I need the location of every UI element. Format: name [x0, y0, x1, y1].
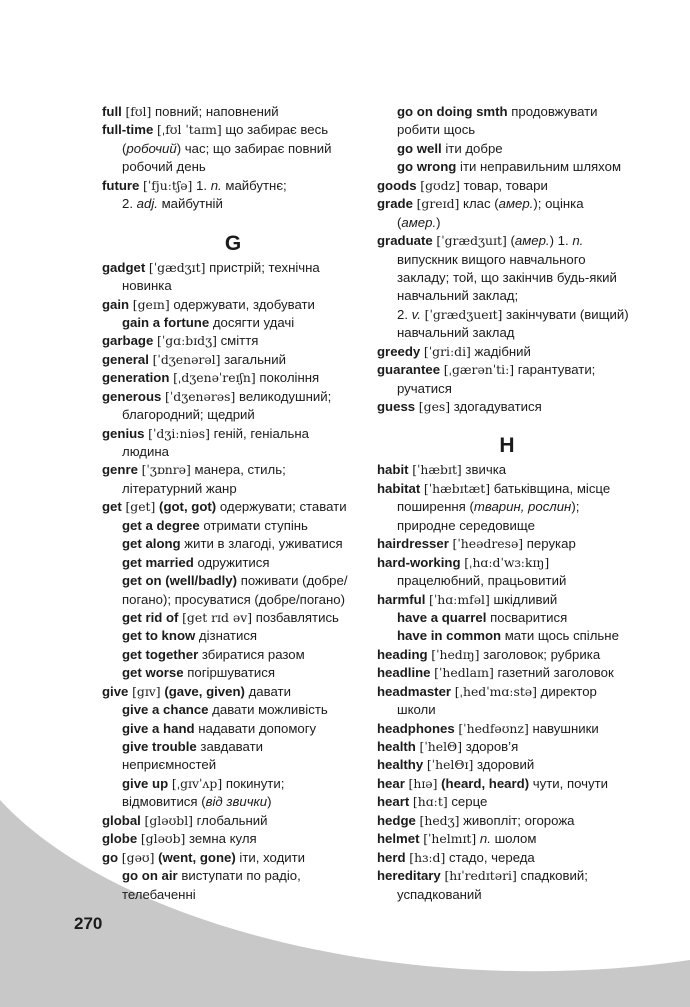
entry-continuation [377, 517, 637, 535]
transcription: [ˈhedɪŋ] [431, 646, 480, 662]
phrase: get together [122, 646, 199, 662]
transcription: [ˈhelΘɪ] [426, 757, 474, 773]
headword: health [377, 739, 416, 754]
entry-continuation [102, 867, 364, 885]
entry-continuation [102, 480, 364, 498]
italic-note: n. [479, 831, 491, 847]
phrase: (heard, heard) [441, 775, 530, 791]
entry-continuation [377, 158, 637, 176]
headword: heart [377, 794, 410, 810]
headword: headmaster [377, 683, 452, 699]
headword: helmet [377, 831, 420, 847]
transcription: [ˈdʒiːniəs] [148, 425, 210, 441]
italic-note: v. [411, 306, 421, 322]
entry-continuation [102, 591, 364, 609]
entry-continuation [102, 775, 364, 793]
headword: genius [102, 425, 145, 441]
transcription: [hɜːd] [409, 849, 446, 865]
dictionary-entry [377, 812, 637, 830]
transcription: [gəʊ] [121, 849, 155, 865]
definition-text: благородний; щедрий [122, 407, 255, 423]
dictionary-entry [102, 849, 364, 867]
definition-text: іти, ходити [235, 849, 306, 865]
transcription: [ˌhedˈmɑːstə] [454, 683, 537, 699]
entry-continuation [102, 627, 364, 645]
transcription: [gləʊb] [140, 831, 186, 847]
transcription: [ˈhelΘ] [419, 739, 463, 754]
definition-text: надавати допомогу [194, 720, 317, 736]
transcription: [ˌdʒenəˈreɪʃn] [173, 370, 256, 386]
headword: habit [377, 462, 409, 478]
headword: hard-working [377, 554, 461, 570]
transcription: [ˈhæbɪt] [412, 462, 462, 478]
definition-text: дізнатися [195, 628, 258, 644]
italic-note: adj. [136, 196, 158, 212]
entry-continuation [102, 738, 364, 756]
definition-text: великодушний; [235, 388, 332, 404]
definition-text: директор [536, 683, 597, 699]
transcription: [ˌgɪvˈʌp] [171, 775, 223, 791]
phrase: (went, gone) [158, 849, 236, 865]
headword: hereditary [377, 868, 441, 884]
definition-text: збиратися разом [198, 646, 305, 662]
phrase: get to know [122, 628, 196, 644]
definition-text: іти добре [441, 140, 503, 156]
italic-note: тварин, рослин [473, 499, 572, 515]
headword: future [102, 177, 140, 193]
dictionary-entry [377, 683, 637, 701]
definition-text: 2. [397, 306, 412, 322]
transcription: [ˈheədresə] [452, 536, 524, 552]
definition-text: чути, почути [529, 775, 609, 791]
dictionary-entry [102, 177, 364, 195]
definition-text: спадковий; [516, 868, 588, 884]
transcription: [fʊl] [125, 104, 152, 119]
entry-continuation [102, 609, 364, 627]
phrase: get on (well/badly) [122, 573, 238, 589]
definition-text: поживати (добре/ [237, 573, 348, 589]
page-number: 270 [74, 914, 103, 933]
transcription: [hedʒ] [419, 812, 460, 828]
transcription: [get] [125, 499, 156, 515]
headword: habitat [377, 480, 421, 496]
definition-text: телебаченні [122, 886, 196, 902]
entry-continuation [377, 140, 637, 158]
entry-continuation [377, 103, 637, 121]
dictionary-entry [377, 480, 637, 498]
headword: full [102, 104, 122, 119]
definition-text: загальний [220, 351, 286, 367]
phrase: (gave, given) [164, 683, 245, 699]
definition-text: працелюбний, працьовитий [397, 573, 567, 589]
entry-continuation [377, 701, 637, 719]
definition-text: природне середовище [397, 517, 535, 533]
phrase: give up [122, 775, 169, 791]
headword: guess [377, 399, 416, 414]
transcription: [ˈdʒenərəl] [152, 351, 221, 367]
entry-continuation [102, 277, 364, 295]
dictionary-entry [102, 498, 364, 516]
entry-continuation [377, 609, 637, 627]
definition-text: жадібний [470, 343, 531, 359]
headword: grade [377, 196, 413, 212]
dictionary-column-left [102, 103, 364, 904]
headword: globe [102, 831, 138, 847]
definition-text: погіршуватися [183, 665, 275, 681]
definition-text: манера, стиль; [190, 462, 286, 478]
definition-text: позбавлятись [252, 609, 339, 625]
entry-continuation [102, 701, 364, 719]
dictionary-entry [377, 867, 637, 885]
headword: general [102, 351, 149, 367]
dictionary-entry [377, 720, 637, 738]
transcription: [ˈhedfəʊnz] [458, 720, 529, 736]
entry-continuation [102, 314, 364, 332]
headword: harmful [377, 591, 426, 607]
dictionary-entry [102, 812, 364, 830]
definition-text: здогадуватися [450, 399, 542, 414]
phrase: have in common [397, 628, 502, 644]
transcription: [gɪv] [132, 683, 161, 699]
definition-text: ( [397, 214, 402, 230]
entry-continuation [102, 646, 364, 664]
definition-text: закладу; той, що закінчив будь-який [397, 269, 617, 285]
definition-text: погано); просуватися (добре/погано) [122, 591, 346, 607]
transcription: [geɪn] [132, 296, 170, 312]
definition-text: одержувати; ставати [216, 499, 347, 515]
definition-text: батьківщина, місце [490, 480, 611, 496]
dictionary-entry [377, 646, 637, 664]
definition-text: ( [506, 233, 515, 249]
definition-text: земна куля [185, 831, 257, 847]
transcription: [hɑːt] [412, 794, 448, 810]
headword: goods [377, 177, 417, 193]
definition-text: давати можливість [208, 702, 328, 718]
transcription: [ˈgrædʒueɪt] [424, 306, 503, 322]
definition-text: досягти удачі [209, 314, 295, 330]
definition-text: шкідливий [489, 591, 558, 607]
definition-text: жити в злагоді, уживатися [180, 536, 343, 552]
definition-text: новинка [122, 278, 172, 294]
dictionary-column-right [377, 103, 637, 904]
phrase: give a hand [122, 720, 195, 736]
definition-text: поширення ( [397, 499, 474, 515]
italic-note: амер. [498, 196, 534, 212]
headword: heading [377, 646, 428, 662]
section-letter: G [224, 231, 242, 255]
entry-continuation [377, 380, 637, 398]
definition-text: навчальний заклад; [397, 288, 519, 304]
definition-text: навчальний заклад [397, 325, 515, 341]
dictionary-entry [377, 591, 637, 609]
definition-text: товар, товари [459, 177, 548, 193]
entry-continuation [102, 756, 364, 774]
entry-continuation [377, 214, 637, 232]
phrase: go wrong [397, 159, 457, 175]
dictionary-entry [102, 296, 364, 314]
definition-text: робити щось [397, 122, 476, 138]
transcription: [gləʊbl] [144, 812, 193, 828]
dictionary-entry [102, 103, 364, 121]
definition-text: геній, геніальна [209, 425, 309, 441]
italic-note: амер. [514, 233, 550, 249]
entry-continuation [377, 627, 637, 645]
definition-text: ручатися [397, 380, 452, 396]
entry-continuation [377, 498, 637, 516]
dictionary-entry [102, 388, 364, 406]
phrase: get worse [122, 665, 184, 681]
dictionary-entry [377, 664, 637, 682]
dictionary-entry [102, 683, 364, 701]
definition-text: 2. [122, 196, 137, 212]
dictionary-entry [102, 830, 364, 848]
definition-text: звичка [461, 462, 507, 478]
definition-text: перукар [523, 536, 576, 552]
definition-text: ) [436, 214, 441, 230]
phrase: get along [122, 536, 181, 552]
definition-text: відмовитися ( [122, 794, 206, 810]
definition-text: заголовок; рубрика [479, 646, 601, 662]
transcription: [ˌfʊl ˈtaɪm] [156, 122, 222, 138]
entry-continuation [377, 121, 637, 139]
entry-continuation [102, 793, 364, 811]
definition-text: виступати по радіо, [177, 868, 301, 884]
headword: generous [102, 388, 162, 404]
headword: hairdresser [377, 536, 449, 552]
entry-continuation [377, 269, 637, 287]
dictionary-entry [377, 535, 637, 553]
headword: gadget [102, 259, 146, 275]
definition-text: випускник вищого навчального [397, 251, 586, 267]
headword: give [102, 683, 129, 699]
dictionary-entry [377, 849, 637, 867]
phrase: gain a fortune [122, 314, 210, 330]
headword: gain [102, 296, 130, 312]
dictionary-entry [377, 343, 637, 361]
definition-text: глобальний [193, 812, 268, 828]
entry-continuation [377, 324, 637, 342]
transcription: [hɪˈredɪtəri] [444, 868, 517, 884]
definition-text: ); оцінка [533, 196, 584, 212]
definition-text: продовжувати [507, 104, 598, 119]
transcription: [ges] [418, 399, 451, 414]
definition-text: 1. [192, 177, 211, 193]
definition-text: отримати ступінь [199, 517, 308, 533]
definition-text: посваритися [486, 609, 568, 625]
dictionary-entry [377, 195, 637, 213]
entry-continuation [377, 306, 637, 324]
transcription: [ˈgædʒɪt] [148, 259, 206, 275]
headword: garbage [102, 333, 154, 349]
definition-text: здоровий [473, 757, 535, 773]
dictionary-entry [377, 361, 637, 379]
definition-text: давати [244, 683, 291, 699]
transcription: [get rɪd əv] [182, 609, 253, 625]
transcription: [gʊdz] [420, 177, 460, 193]
phrase: give a chance [122, 702, 209, 718]
entry-continuation [102, 554, 364, 572]
transcription: [ˈfjuːtʃə] [143, 177, 193, 193]
dictionary-entry [377, 461, 637, 479]
transcription: [ˈʒɒnrə] [141, 462, 191, 478]
italic-note: n. [210, 177, 222, 193]
transcription: [ˌhɑːdˈwɜːkɪŋ] [464, 554, 550, 570]
definition-text: одружитися [193, 554, 270, 570]
dictionary-entry [102, 351, 364, 369]
definition-text: іти неправильним шляхом [456, 159, 622, 175]
entry-continuation [102, 517, 364, 535]
dictionary-entry [377, 830, 637, 848]
transcription: [ˌgærənˈtiː] [443, 362, 515, 378]
definition-text: стадо, череда [445, 849, 535, 865]
transcription: [ˈdʒenərəs] [165, 388, 236, 404]
headword: genre [102, 462, 138, 478]
headword: get [102, 499, 122, 515]
headword: global [102, 812, 141, 828]
transcription: [ˈhɑːmfəl] [429, 591, 490, 607]
definition-text: серце [447, 794, 488, 810]
headword: go [102, 849, 119, 865]
definition-text: літературний жанр [122, 480, 237, 496]
entry-continuation [102, 140, 364, 158]
headword: herd [377, 849, 406, 865]
definition-text: газетний заголовок [493, 665, 614, 681]
definition-text: завдавати [196, 739, 263, 754]
italic-note: n. [572, 233, 584, 249]
italic-note: амер. [401, 214, 437, 230]
transcription: [ˈhedlaɪn] [434, 665, 494, 681]
definition-text: живопліт; огорожа [459, 812, 575, 828]
dictionary-entry [377, 775, 637, 793]
entry-continuation [102, 664, 364, 682]
transcription: [hɪə] [408, 775, 438, 791]
definition-text: покоління [255, 370, 320, 386]
entry-continuation [102, 195, 364, 213]
definition-text: неприємностей [122, 757, 217, 773]
italic-note: робочий [126, 140, 177, 156]
section-letter: H [499, 434, 515, 458]
dictionary-entry [377, 793, 637, 811]
definition-text: ( [122, 140, 127, 156]
entry-continuation [102, 443, 364, 461]
transcription: [greɪd] [416, 196, 460, 212]
entry-continuation [102, 886, 364, 904]
definition-text: здоров’я [462, 739, 519, 754]
dictionary-entry [377, 554, 637, 572]
entry-continuation [102, 158, 364, 176]
definition-text: ) час; що забирає повний [176, 140, 332, 156]
dictionary-entry [102, 425, 364, 443]
entry-continuation [377, 572, 637, 590]
definition-text: клас ( [459, 196, 499, 212]
phrase: go on doing smth [397, 104, 508, 119]
headword: guarantee [377, 362, 441, 378]
headword: hedge [377, 812, 416, 828]
headword: headline [377, 665, 431, 681]
transcription: [ˈhæbɪtæt] [423, 480, 491, 496]
definition-text: робочий день [122, 159, 206, 175]
headword: healthy [377, 757, 424, 773]
phrase: go on air [122, 868, 178, 884]
dictionary-entry [102, 121, 364, 139]
definition-text: ) 1. [549, 233, 573, 249]
dictionary-entry [377, 756, 637, 774]
headword: headphones [377, 720, 455, 736]
definition-text: що забирає весь [221, 122, 329, 138]
dictionary-entry [102, 332, 364, 350]
entry-continuation [377, 287, 637, 305]
dictionary-entry [377, 398, 637, 416]
dictionary-entry [377, 232, 637, 250]
definition-text: ) [267, 794, 272, 810]
entry-continuation [377, 886, 637, 904]
phrase: (got, got) [159, 499, 217, 515]
entry-continuation [377, 251, 637, 269]
definition-text: одержувати, здобувати [169, 296, 315, 312]
headword: hear [377, 775, 405, 791]
definition-text: успадкований [397, 886, 482, 902]
phrase: go well [397, 140, 442, 156]
entry-continuation [102, 406, 364, 424]
headword: graduate [377, 233, 433, 249]
definition-text: пристрій; технічна [205, 259, 320, 275]
headword: greedy [377, 343, 421, 359]
entry-continuation [102, 572, 364, 590]
definition-text: майбутній [157, 196, 223, 212]
dictionary-entry [377, 738, 637, 756]
dictionary-entry [102, 461, 364, 479]
phrase: give trouble [122, 739, 197, 754]
definition-text: ); [571, 499, 580, 515]
definition-text: мати щось спільне [501, 628, 619, 644]
definition-text: майбутнє; [221, 177, 287, 193]
dictionary-entry [102, 259, 364, 277]
definition-text: школи [397, 702, 436, 718]
definition-text: навушники [528, 720, 599, 736]
phrase: get a degree [122, 517, 200, 533]
definition-text: покинути; [222, 775, 285, 791]
definition-text: шолом [490, 831, 537, 847]
transcription: [ˈhelmɪt] [423, 831, 477, 847]
transcription: [ˈgriːdi] [423, 343, 471, 359]
transcription: [ˈgɑːbɪdʒ] [156, 333, 217, 349]
headword: generation [102, 370, 170, 386]
dictionary-entry [377, 177, 637, 195]
italic-note: від звички [205, 794, 268, 810]
definition-text: закінчувати (вищий) [502, 306, 629, 322]
phrase: get rid of [122, 609, 179, 625]
definition-text: повний; наповнений [151, 104, 279, 119]
definition-text: гарантувати; [514, 362, 596, 378]
dictionary-entry [102, 369, 364, 387]
definition-text: людина [122, 444, 169, 459]
definition-text: сміття [216, 333, 259, 349]
entry-continuation [102, 535, 364, 553]
entry-continuation [102, 720, 364, 738]
phrase: get married [122, 554, 194, 570]
transcription: [ˈgrædʒuɪt] [436, 233, 507, 249]
phrase: have a quarrel [397, 609, 487, 625]
headword: full-time [102, 122, 154, 138]
